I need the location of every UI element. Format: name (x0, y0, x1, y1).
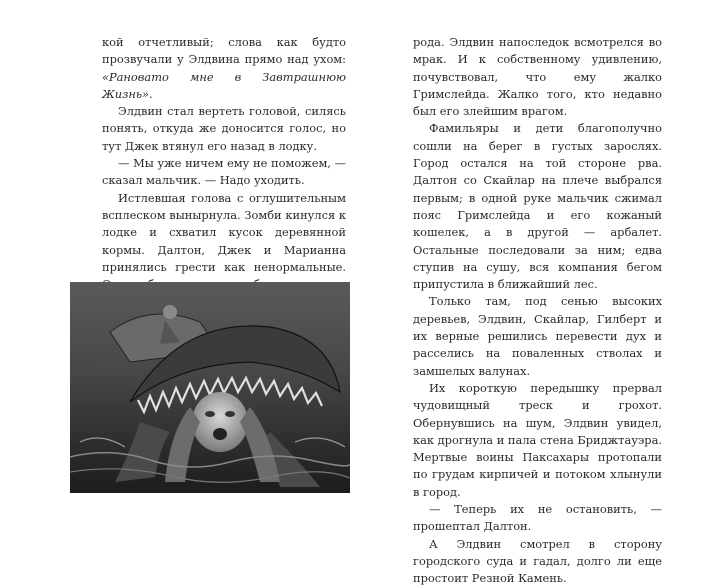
italic-phrase: «Рановато мне в Завтрашнюю Жизнь» (102, 69, 346, 101)
paragraph: Фамильяры и дети благополучно сошли на берег в густых зарослях. Город остался на той стороне рва. Далтон со Скайлар на плече выбрался первым; в одной руке мальчик сжимал пояс Гримслейда и его кожаный кошелек, а в другой — арбалет. Остальные последовали за ним; едва ступив на сушу, вся компания бегом припустила в ближайший лес. (413, 121, 662, 292)
paragraph: Истлевшая голова с оглушительным всплеском вынырнула. Зомби кинулся к лодке и схватил кусок деревянной кормы. Далтон, Джек и Марианна принялись грести как ненормальные. (102, 190, 346, 274)
text-line: у Элдвина прямо над ухом: (177, 52, 347, 67)
illustration-drawing (70, 282, 350, 493)
left-page (0, 0, 351, 510)
zombie-illustration-icon (70, 282, 350, 493)
paragraph: Их короткую передышку прервал чудовищный треск и грохот. Обернувшись на шум, Элдвин увидел, как дрогнула и пала стена Бриджтауэра. Мертвые воины Паксахары протопали по грудам кирпичей и потоком хлынули в город. (413, 380, 663, 499)
paragraph (102, 34, 346, 103)
right-page (351, 0, 702, 586)
right-text-column (413, 34, 662, 588)
paragraph: А Элдвин смотрел в сторону городского суда и гадал, долго ли еще простоит Резной Камень. (413, 536, 662, 586)
paragraph: — Теперь их не остановить, — прошептал Далтон. (413, 502, 662, 534)
paragraph: рода. Элдвин напоследок всмотрелся во мрак. И к собственному удивлению, почувствовал, что ему жалко Гримслейда. Жалко того, кто недавно был его злейшим врагом. (413, 35, 662, 119)
text-line: кой отчетливый; слова как будто прозвучали (102, 35, 346, 67)
paragraph: — Мы уже ничем ему не поможем, — сказал мальчик. — Надо уходить. (102, 156, 346, 188)
paragraph: Элдвин стал вертеть головой, силясь понять, откуда же доносится голос, но тут Джек втянул его назад в лодку. (102, 104, 346, 153)
paragraph: Только там, под сенью высоких деревьев, Элдвин, Скайлар, Гилберт и их верные решились перевести дух и расселись на поваленных стволах и замшелых валунах. (413, 294, 662, 378)
punctuation: . (149, 86, 153, 101)
